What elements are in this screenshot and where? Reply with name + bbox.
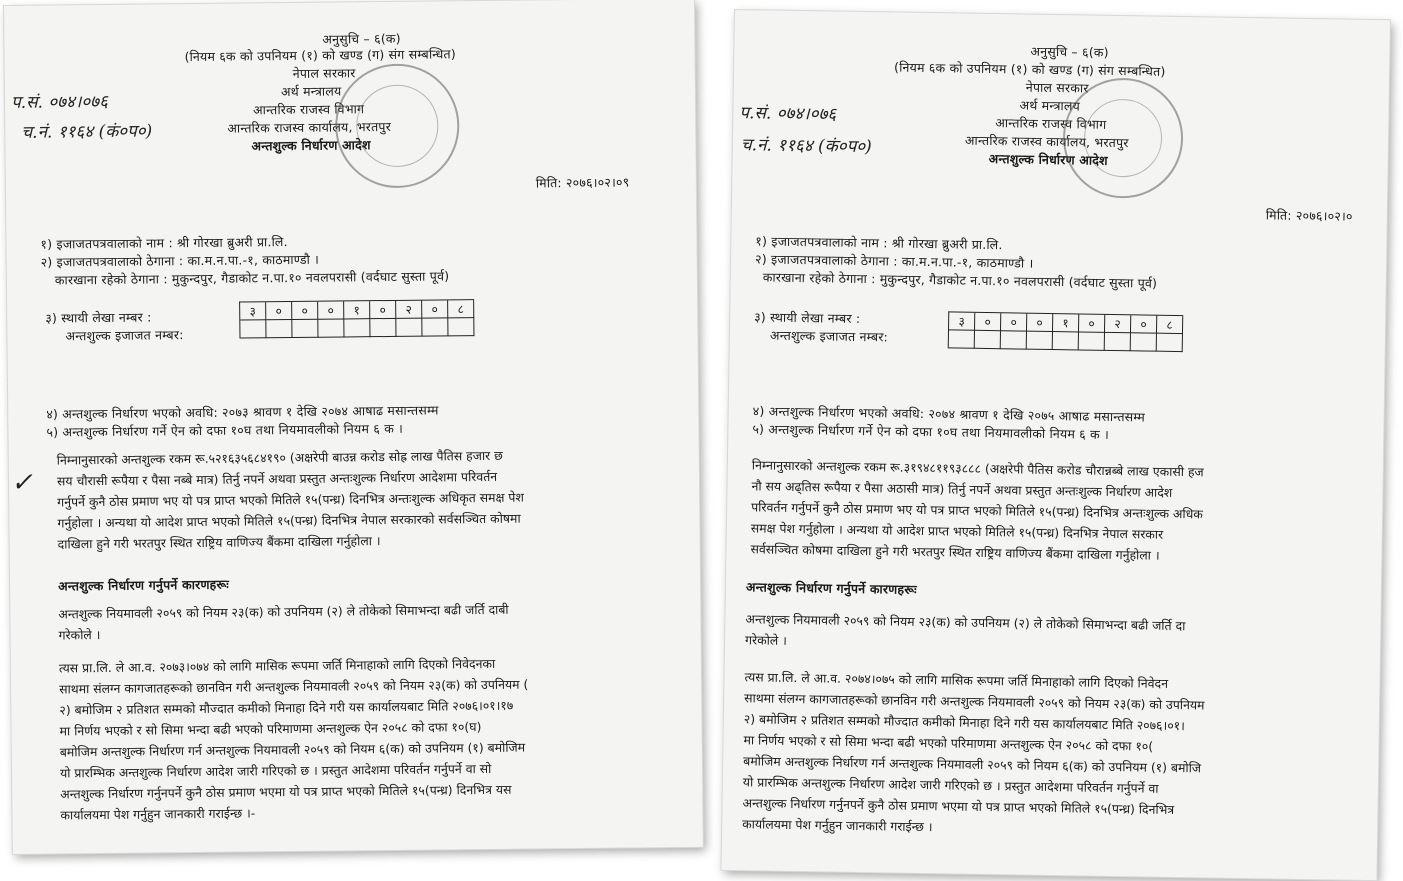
paragraph-line: परिवर्तन गर्नुपर्ने कुनै ठोस प्रमाण भए यो पत्र प्राप्त भएको मितिले १५(पन्ध्र) दिनभित्र अन्तःशुल्क अधिक xyxy=(751,499,1203,522)
reason-paragraph xyxy=(58,597,676,645)
pan-digit-cell: ० xyxy=(370,301,396,319)
license-number-cell xyxy=(1157,334,1183,352)
office-seal xyxy=(335,63,460,188)
rule-reference: (नियम ६क को उपनियम (१) को खण्ड (ग) संग सम्बन्धित) xyxy=(894,59,1166,79)
handwritten-check-mark: ✓ xyxy=(10,467,33,498)
excise-license-label: अन्तशुल्क इजाजत नम्बर: xyxy=(769,327,889,345)
pan-digit-cell: ० xyxy=(1027,314,1053,332)
order-title: अन्तशुल्क निर्धारण आदेश xyxy=(988,151,1108,168)
licensee-address-field: २) इजाजतपत्रवालाको ठेगाना : का.म.न.पा.-१, काठमाण्डौ । xyxy=(40,251,320,270)
document-date: मिति: २०७६।०२।० xyxy=(1265,207,1353,224)
pan-digit-cell: ३ xyxy=(240,302,266,320)
pan-digit-cell: ० xyxy=(266,302,292,320)
licensee-address-field: २) इजाजतपत्रवालाको ठेगाना : का.म.न.पा.-१, काठमाण्डौ । xyxy=(754,251,1034,271)
document-page-right xyxy=(721,10,1389,880)
pan-digit-cell: ० xyxy=(1079,314,1105,332)
document-page-left xyxy=(4,0,703,854)
pan-digit-cell: ० xyxy=(422,300,448,318)
license-number-cell xyxy=(1001,331,1027,349)
rule-reference: (नियम ६क को उपनियम (१) को खण्ड (ग) संग सम्बन्धित) xyxy=(184,46,456,65)
handwritten-ref-number: प.सं. ०७४।०७६ xyxy=(739,103,837,125)
assessment-period: ४) अन्तशुल्क निर्धारण भएको अवधि: २०७३ श्रावण १ देखि २०७४ आषाढ मसान्तसम्म xyxy=(46,402,439,422)
department-name: आन्तरिक राजस्व विभाग xyxy=(253,101,365,118)
pan-number-grid xyxy=(948,311,1184,352)
paragraph-line: २) बमोजिम २ प्रतिशत सम्मको मौज्दात कमीको मिनाहा दिने गरी यस कार्यालयबाट मिति २०७६।०१।१७ xyxy=(59,697,514,718)
paragraph-line: मा निर्णय भएको र सो सिमा भन्दा बढी भएको परिमाणमा अन्तशुल्क ऐन २०५८ को दफा १०( xyxy=(743,732,1154,754)
pan-digit-cell: ० xyxy=(1131,315,1157,333)
paragraph-line: नौ सय अढ्तिस रूपैया र पैसा अठासी मात्र) तिर्नु नपर्ने अथवा प्रस्तुत अन्तःशुल्क निर्धारण आदेश xyxy=(751,478,1173,500)
pan-label: ३) स्थायी लेखा नम्बर : xyxy=(754,309,861,327)
handwritten-dispatch-number: च.नं. ११६४ (कं०प०) xyxy=(740,135,872,158)
paragraph-line: सर्वसञ्चित कोषमा दाखिला हुने गरी भरतपुर स्थित राष्ट्रिय वाणिज्य बैंकमा दाखिला गर्नुहोला । xyxy=(750,541,1160,563)
license-number-cell xyxy=(266,320,292,338)
excise-license-label: अन्तशुल्क इजाजत नम्बर: xyxy=(65,327,184,344)
pan-digit-cell: ८ xyxy=(1157,316,1183,334)
pan-digit-cell: ० xyxy=(975,313,1001,331)
reason-paragraph xyxy=(745,608,1368,660)
paragraph-line: २) बमोजिम २ प्रतिशत सम्मको मौज्दात कमीको मिनाहा दिने गरी यस कार्यालयबाट मिति २०७६।०१। xyxy=(743,711,1185,734)
office-name: आन्तरिक राजस्व कार्यालय, भरतपुर xyxy=(964,132,1129,151)
license-number-cell xyxy=(396,319,422,337)
license-number-cell xyxy=(975,331,1001,349)
office-seal xyxy=(1062,77,1184,199)
paragraph-line: सय चौरासी रूपैया र पैसा नब्बे मात्र) तिर्नु नपर्ने अथवा प्रस्तुत अन्तःशुल्क निर्धारण आदेशमा परिवर्तन xyxy=(56,468,498,489)
paragraph-line: गर्नुपर्ने कुनै ठोस प्रमाण भए यो पत्र प्राप्त भएको मितिले १५(पन्ध्र) दिनभित्र अन्तःशुल्क अधिकृत समक्ष पेश xyxy=(57,489,524,510)
paragraph-line: दाखिला हुने गरी भरतपुर स्थित राष्ट्रिय वाणिज्य बैंकमा दाखिला गर्नुहोला । xyxy=(57,533,381,552)
paragraph-line: त्यस प्रा.लि. ले आ.व. २०७४।०७५ को लागि मासिक रूपमा जर्ति मिनाहाको लागि दिएको निवेदन xyxy=(744,669,1169,691)
license-number-cell xyxy=(1131,333,1157,351)
handwritten-ref-number: प.सं. ०७४।०७६ xyxy=(10,91,108,113)
pan-digit-cell: ८ xyxy=(448,300,474,318)
assessment-amount-paragraph xyxy=(750,454,1372,569)
licensee-name-field: १) इजाजतपत्रवालाको नाम : श्री गोरखा ब्रुअरी प्रा.लि. xyxy=(755,233,1003,253)
paragraph-line: कार्यालयमा पेश गर्नुहुन जानकारी गराईन्छ ।- xyxy=(60,805,256,823)
annex-heading: अनुसुचि – ६(क) xyxy=(1030,43,1109,60)
handwritten-dispatch-number: च.नं. ११६४ (कं०प०) xyxy=(21,121,153,143)
licensee-name-field: १) इजाजतपत्रवालाको नाम : श्री गोरखा ब्रुअरी प्रा.लि. xyxy=(40,234,288,252)
paragraph-line: बमोजिम अन्तशुल्क निर्धारण गर्न अन्तशुल्क नियमावली २०५९ को नियम ६(क) को उपनियम (१) बमोजि xyxy=(743,753,1202,776)
license-number-cell xyxy=(422,318,448,336)
paragraph-line: साथमा संलग्न कागजातहरूको छानविन गरी अन्तशुल्क नियमावली २०५९ को नियम २३(क) को उपनियम xyxy=(744,690,1205,713)
paragraph-line: साथमा संलग्न कागजातहरूको छानविन गरी अन्तशुल्क नियमावली २०५९ को नियम २३(क) को उपनियम ( xyxy=(59,676,529,697)
paragraph-line: गरेकोले । xyxy=(58,627,101,643)
government-name: नेपाल सरकार xyxy=(1025,79,1089,96)
paragraph-line: समक्ष पेश गर्नुहोला । अन्यथा यो आदेश प्राप्त भएको मितिले १५(पन्ध्र) दिनभित्र नेपाल सरकार xyxy=(750,520,1164,542)
pan-digit-cell: २ xyxy=(1105,315,1131,333)
decision-paragraph xyxy=(59,651,679,825)
paragraph-line: गरेकोले । xyxy=(744,632,788,648)
ministry-name: अर्थ मन्त्रालय xyxy=(1019,97,1081,114)
license-number-cell xyxy=(318,319,344,337)
paragraph-line: अन्तशुल्क नियमावली २०५९ को नियम २३(क) को उपनियम (२) ले तोकेको सिमाभन्दा बढी जर्ति दा xyxy=(745,611,1186,634)
license-number-cell xyxy=(1053,332,1079,350)
department-name: आन्तरिक राजस्व विभाग xyxy=(995,115,1107,132)
pan-number-grid xyxy=(239,299,474,338)
pan-digit-cell: ० xyxy=(1001,313,1027,331)
license-number-cell xyxy=(1079,332,1105,350)
license-number-cell xyxy=(240,320,266,338)
factory-address-field: कारखाना रहेको ठेगाना : मुकुन्दपुर, गैडाकोट न.पा.१० नवलपरासी (वर्दघाट सुस्ता पूर्व) xyxy=(762,269,1158,291)
assessment-period: ४) अन्तशुल्क निर्धारण भएको अवधि: २०७४ श्रावण १ देखि २०७५ आषाढ मसान्तसम्म xyxy=(752,403,1146,425)
annex-heading: अनुसुचि – ६(क) xyxy=(322,30,401,47)
paragraph-line: अन्तशुल्क निर्धारण गर्नुनपर्ने कुनै ठोस प्रमाण भएमा यो पत्र प्राप्त भएको मितिले १५(पन्ध्र) दिनभित्र xyxy=(742,795,1175,817)
paragraph-line: त्यस प्रा.लि. ले आ.व. २०७३।०७४ को लागि मासिक रूपमा जर्ति मिनाहाको लागि दिएको निवेदनका xyxy=(58,655,496,676)
paragraph-line: अन्तशुल्क निर्धारण गर्नुनपर्ने कुनै ठोस प्रमाण भएमा यो पत्र प्राप्त भएको मितिले १५(पन्ध्र) दिनभित्र यस xyxy=(60,781,512,802)
pan-digit-cell: १ xyxy=(344,301,370,319)
paragraph-line: यो प्रारम्भिक अन्तशुल्क निर्धारण आदेश जारी गरिएको छ । प्रस्तुत आदेशमा परिवर्तन गर्नुपर्ने वा xyxy=(742,774,1159,796)
ministry-name: अर्थ मन्त्रालय xyxy=(280,83,342,100)
pan-digit-cell: १ xyxy=(1053,314,1079,332)
order-title: अन्तशुल्क निर्धारण आदेश xyxy=(251,137,371,154)
paragraph-line: यो प्रारम्भिक अन्तशुल्क निर्धारण आदेश जारी गरिएको छ । प्रस्तुत आदेशमा परिवर्तन गर्नुपर्ने वा सो xyxy=(59,760,492,781)
pan-label: ३) स्थायी लेखा नम्बर : xyxy=(45,309,152,326)
pan-digit-cell: ३ xyxy=(949,312,975,330)
license-number-cell xyxy=(1105,333,1131,351)
paragraph-line: गर्नुहोला । अन्यथा यो आदेश प्राप्त भएको मितिले १५(पन्ध्र) दिनभित्र नेपाल सरकारको सर्वसञ्चित कोषमा xyxy=(57,510,521,531)
assessment-amount-paragraph xyxy=(57,443,676,554)
factory-address-field: कारखाना रहेको ठेगाना : मुकुन्दपुर, गैडाकोट न.पा.१० नवलपरासी (वर्दघाट सुस्ता पूर्व) xyxy=(54,268,450,288)
decision-paragraph xyxy=(742,666,1367,844)
license-number-cell xyxy=(949,330,975,348)
document-date: मिति: २०७६।०२।०९ xyxy=(535,174,630,191)
office-name: आन्तरिक राजस्व कार्यालय, भरतपुर xyxy=(227,118,392,136)
paragraph-line: निम्नानुसारको अन्तशुल्क रकम रू.३१९४८११९३८८८ (अक्षरेपी पैतिस करोड चौरान्नब्बे लाख एकासी हज xyxy=(751,457,1204,480)
license-number-cell xyxy=(292,320,318,338)
reasons-heading: अन्तशुल्क निर्धारण गर्नुपर्ने कारणहरूः xyxy=(745,579,917,597)
license-number-cell xyxy=(1027,332,1053,350)
reasons-heading: अन्तशुल्क निर्धारण गर्नुपर्ने कारणहरूः xyxy=(57,576,229,594)
pan-digit-cell: २ xyxy=(396,301,422,319)
assessment-legal-basis: ५) अन्तशुल्क निर्धारण गर्ने ऐन को दफा १०घ तथा नियमावलीको नियम ६ क । xyxy=(46,420,404,440)
government-name: नेपाल सरकार xyxy=(292,65,356,81)
license-number-cell xyxy=(370,319,396,337)
pan-digit-cell: ० xyxy=(292,302,318,320)
paragraph-line: कार्यालयमा पेश गर्नुहुन जानकारी गराईन्छ । xyxy=(742,816,933,835)
assessment-legal-basis: ५) अन्तशुल्क निर्धारण गर्ने ऐन को दफा १०घ तथा नियमावलीको नियम ६ क । xyxy=(752,421,1110,442)
pan-digit-cell: ० xyxy=(318,301,344,319)
license-number-cell xyxy=(448,318,474,336)
paragraph-line: बमोजिम अन्तशुल्क निर्धारण गर्न अन्तशुल्क नियमावली २०५९ को नियम ६(क) को उपनियम (१) बमोजिम xyxy=(59,739,526,760)
paragraph-line: मा निर्णय भएको र सो सिमा भन्दा बढी भएको परिमाणमा अन्तशुल्क ऐन २०५८ को दफा १०(घ) xyxy=(59,719,482,739)
license-number-cell xyxy=(344,319,370,337)
paragraph-line: निम्नानुसारको अन्तशुल्क रकम रू.५२१६३५६८४१९० (अक्षरेपी बाउन्न करोड सोह्र लाख पैतिस हजार छ xyxy=(56,447,503,468)
paragraph-line: अन्तशुल्क नियमावली २०५९ को नियम २३(क) को उपनियम (२) ले तोकेको सिमाभन्दा बढी जर्ति दाबी xyxy=(58,601,509,622)
